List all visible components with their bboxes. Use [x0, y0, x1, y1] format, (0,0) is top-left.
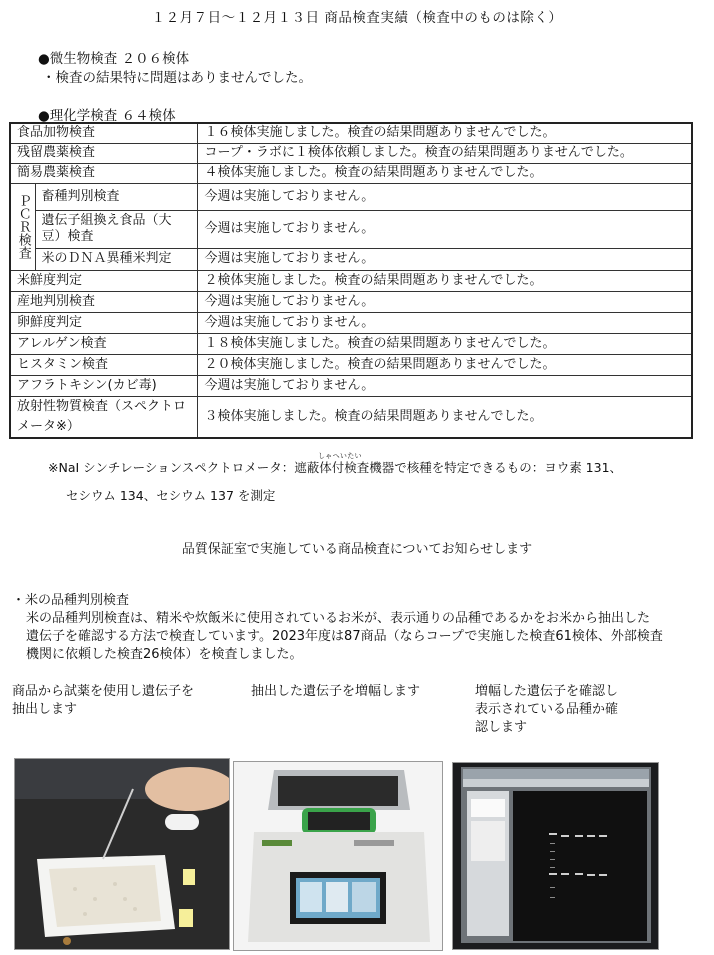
rice-para-line1: 米の品種判別検査は、精米や炊飯米に使用されているお米が、表示通りの品種であるかをお米から抽出した	[26, 611, 651, 626]
inspection-name: 米のＤＮＡ異種米判定	[35, 248, 197, 270]
rice-para-line3: 機関に依頼した検査26検体）を検査しました。	[26, 647, 303, 662]
inspection-result: ４検体実施しました。検査の結果問題ありませんでした。	[197, 163, 692, 183]
extraction-photo	[14, 758, 230, 950]
inspection-result: 今週は実施しておりません。	[197, 210, 692, 248]
inspection-name: アフラトキシン(カビ毒)	[10, 375, 197, 396]
inspection-result: ２検体実施しました。検査の結果問題ありませんでした。	[197, 270, 692, 291]
footnote-line2: セシウム 134、セシウム 137 を測定	[66, 488, 276, 503]
step-1-line1: 商品から試薬を使用し遺伝子を	[12, 684, 195, 699]
inspection-result: コープ・ラボに１検体依頼しました。検査の結果問題ありませんでした。	[197, 143, 692, 163]
rice-heading: ・米の品種判別検査	[12, 593, 130, 608]
pcr-vertical-label: ＰＣＲ検査	[15, 194, 31, 259]
rice-para-line2: 遺伝子を確認する方法で検査しています。2023年度は87商品（ならコープで実施した検査61検体、外部検査	[26, 629, 663, 644]
table-row	[10, 270, 692, 291]
inspection-name: 簡易農薬検査	[10, 163, 197, 183]
inspection-name: 卵鮮度判定	[10, 312, 197, 333]
inspection-result: １６検体実施しました。検査の結果問題ありませんでした。	[197, 123, 692, 143]
announcement: 品質保証室で実施している商品検査についてお知らせします	[181, 542, 533, 557]
gel-screen-illustration	[453, 763, 658, 949]
step-1-caption	[12, 683, 194, 719]
table-row	[10, 312, 692, 333]
table-row	[10, 291, 692, 312]
table-row	[10, 375, 692, 396]
micro-heading: ●微生物検査 ２０６検体	[38, 51, 190, 67]
extraction-illustration	[15, 759, 229, 949]
inspection-result: 今週は実施しておりません。	[197, 291, 692, 312]
table-row	[10, 248, 692, 270]
table-row	[10, 396, 692, 438]
gel-screen-photo	[452, 762, 659, 950]
table-row	[10, 354, 692, 375]
inspection-name: 畜種判別検査	[35, 183, 197, 210]
inspection-result: 今週は実施しておりません。	[197, 312, 692, 333]
table-row	[10, 210, 692, 248]
inspection-name: 産地判別検査	[10, 291, 197, 312]
step-2-line1: 抽出した遺伝子を増幅します	[251, 684, 421, 699]
inspection-result: 今週は実施しておりません。	[197, 248, 692, 270]
step-3-line1: 増幅した遺伝子を確認し	[475, 684, 619, 699]
step-3-caption	[475, 683, 618, 737]
inspection-name: アレルゲン検査	[10, 333, 197, 354]
step-3-line2: 表示されている品種か確	[475, 702, 619, 717]
step-1-line2: 抽出します	[12, 702, 78, 717]
micro-note: ・検査の結果特に問題はありませんでした。	[42, 70, 312, 86]
inspection-name: 残留農薬検査	[10, 143, 197, 163]
table-row	[10, 143, 692, 163]
inspection-result: 今週は実施しておりません。	[197, 183, 692, 210]
inspection-name: 米鮮度判定	[10, 270, 197, 291]
inspection-table	[9, 122, 693, 439]
chem-heading: ●理化学検査 ６４検体	[38, 108, 176, 124]
table-row	[10, 123, 692, 143]
footnote-line1: ※NaI シンチレーションスペクトロメータ：遮蔽体付検査機器で核種を特定できるもの：ヨウ素 131、	[48, 460, 623, 475]
footnote-ruby: しゃへいたい	[318, 452, 362, 460]
table-row	[10, 183, 692, 210]
inspection-result: １８検体実施しました。検査の結果問題ありませんでした。	[197, 333, 692, 354]
thermal-cycler-photo	[233, 761, 443, 951]
inspection-name: 遺伝子組換え食品（大豆）検査	[35, 210, 197, 248]
inspection-name: ヒスタミン検査	[10, 354, 197, 375]
step-2-caption	[251, 683, 420, 701]
inspection-name: 食品加物検査	[10, 123, 197, 143]
table-row	[10, 333, 692, 354]
step-3-line3: 認します	[475, 720, 528, 735]
page-title: １２月７日～１２月１３日 商品検査実績（検査中のものは除く）	[151, 10, 563, 26]
inspection-name: 放射性物質検査（スペクトロメータ※）	[10, 396, 197, 438]
inspection-result: 今週は実施しておりません。	[197, 375, 692, 396]
pcr-group-label	[10, 183, 35, 270]
table-row	[10, 163, 692, 183]
inspection-result: ３検体実施しました。検査の結果問題ありませんでした。	[197, 396, 692, 438]
inspection-result: ２０検体実施しました。検査の結果問題ありませんでした。	[197, 354, 692, 375]
thermal-cycler-illustration	[234, 762, 442, 950]
